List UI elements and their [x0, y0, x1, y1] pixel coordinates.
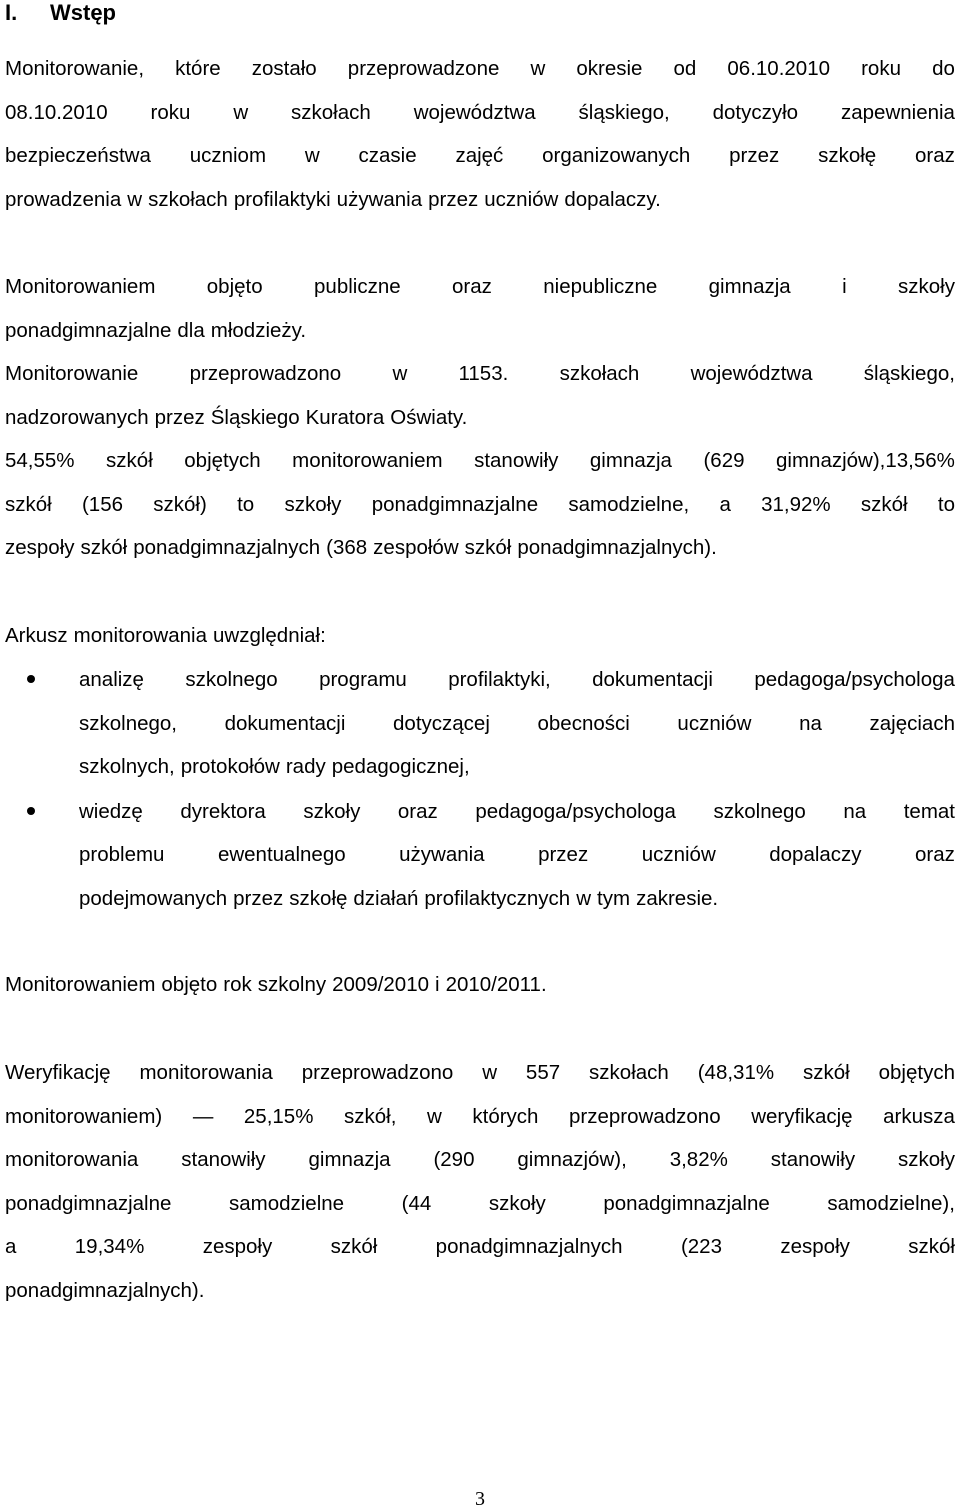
word: uczniów: [484, 187, 559, 211]
word: które: [175, 57, 221, 80]
word: protokołów: [180, 755, 280, 778]
word: monitorowaniem): [5, 1104, 163, 1128]
word: ponadgimnazjalne: [371, 492, 539, 516]
word: ponadgimnazjalne: [5, 1191, 172, 1215]
statistics-paragraph: [5, 439, 955, 570]
word: do: [932, 57, 955, 80]
word: szkół,: [344, 1104, 397, 1128]
word: na: [843, 799, 867, 823]
word: niepubliczne: [543, 275, 658, 298]
word: zajęciach: [869, 711, 955, 735]
word: (368: [326, 536, 368, 559]
word: gimnazja: [308, 1148, 391, 1171]
word: w: [392, 362, 408, 385]
word: przeprowadzone: [347, 57, 500, 80]
word: rok: [223, 973, 252, 996]
word: profilaktyki: [233, 187, 331, 211]
word: szkół: [80, 536, 128, 559]
scope-paragraph: [5, 265, 955, 439]
word: zapewnienia: [840, 100, 955, 124]
word: objęto: [206, 275, 263, 298]
word: okresie: [576, 57, 643, 80]
word: monitorowania: [5, 1148, 139, 1171]
word: roku: [150, 100, 191, 124]
word: Monitorowanie,: [5, 57, 145, 80]
word: których: [472, 1104, 539, 1128]
word: dopalaczy.: [564, 187, 661, 211]
word: roku: [861, 57, 901, 80]
word: młodzieży.: [210, 318, 307, 342]
text-line: [5, 134, 955, 178]
text-line: [79, 833, 955, 877]
word: 2010/2011.: [445, 973, 547, 996]
word: profilaktycznych: [424, 886, 571, 910]
word: monitorowania: [73, 624, 207, 647]
word: szkół: [860, 492, 908, 516]
word: problemu: [79, 843, 165, 866]
text-line: [5, 526, 955, 570]
word: oraz: [452, 275, 492, 298]
word: (629: [703, 449, 745, 472]
word: szkół: [464, 536, 512, 559]
word: Kuratora: [305, 405, 385, 429]
word: zajęć: [455, 144, 504, 167]
text-line: [5, 439, 955, 483]
verification-paragraph: [5, 1051, 955, 1312]
word: samodzielne,: [568, 492, 690, 516]
word: szkolnych,: [79, 755, 175, 778]
word: przez: [233, 886, 284, 910]
word: w: [304, 144, 320, 167]
word: pedagoga/psychologa: [754, 668, 955, 691]
word: profilaktyki,: [448, 668, 551, 691]
sheet-intro-paragraph: [5, 614, 955, 658]
word: województwa: [413, 100, 536, 124]
word: uwzględniał:: [212, 624, 326, 647]
word: i: [435, 973, 440, 996]
word: szkół: [330, 1235, 378, 1258]
word: 3,82%: [669, 1148, 728, 1171]
section-title: Wstęp: [50, 0, 116, 25]
word: zostało: [251, 57, 317, 80]
word: szkół): [153, 492, 207, 516]
word: gimnazja: [708, 275, 791, 298]
word: ponadgimnazjalnych).: [517, 536, 717, 559]
word: szkoły: [284, 492, 342, 516]
list-item: [5, 790, 955, 921]
word: w: [482, 1061, 498, 1084]
word: objętych: [878, 1061, 955, 1084]
word: 19,34%: [74, 1235, 145, 1258]
word: w: [576, 886, 592, 910]
word: Monitorowaniem: [5, 973, 156, 996]
word: szkołę: [289, 886, 348, 910]
word: programu: [319, 668, 407, 691]
word: szkołach: [148, 187, 228, 211]
word: samodzielne),: [827, 1191, 955, 1215]
word: w: [233, 100, 249, 124]
word: przeprowadzono: [301, 1061, 454, 1084]
word: dotyczyło: [712, 100, 799, 124]
word: pedagogicznej,: [331, 755, 470, 778]
word: objętych: [184, 449, 261, 472]
word: (290: [433, 1148, 475, 1171]
list-item: [5, 658, 955, 789]
word: szkołach: [589, 1061, 669, 1084]
word: szkolnego,: [79, 711, 178, 735]
word: dopalaczy: [769, 843, 862, 866]
word: a: [719, 492, 731, 516]
text-line: [79, 702, 955, 746]
word: (223: [680, 1235, 722, 1258]
word: (156: [81, 492, 124, 516]
word: szkół: [802, 1061, 850, 1084]
word: szkoły: [488, 1191, 546, 1215]
word: śląskiego,: [863, 362, 955, 385]
section-heading: [5, 0, 116, 26]
text-line: [5, 963, 955, 1007]
text-line: [5, 309, 955, 353]
text-line: [79, 745, 955, 789]
section-number: I.: [5, 0, 18, 25]
word: Śląskiego: [210, 405, 300, 429]
word: szkolnego: [713, 799, 806, 823]
word: i: [842, 275, 847, 298]
text-line: [5, 1182, 955, 1226]
word: szkołach: [559, 362, 640, 385]
word: wiedzę: [79, 799, 143, 823]
word: zespoły: [780, 1235, 850, 1258]
word: czasie: [358, 144, 417, 167]
word: Oświaty.: [390, 405, 468, 429]
word: używania: [399, 843, 485, 866]
word: zespoły: [202, 1235, 273, 1258]
text-line: [5, 1225, 955, 1269]
word: na: [799, 711, 822, 735]
word: szkołach: [291, 100, 371, 124]
word: to: [937, 492, 955, 516]
word: ponadgimnazjalne: [5, 318, 172, 342]
word: prowadzenia: [5, 187, 122, 211]
word: w: [127, 187, 143, 211]
word: szkołę: [818, 144, 877, 167]
sheet-items-list: [5, 658, 955, 920]
text-line: [5, 352, 955, 396]
word: ponadgimnazjalne: [603, 1191, 770, 1215]
word: gimnazja: [589, 449, 672, 472]
word: szkół: [908, 1235, 955, 1258]
school-year-paragraph: [5, 963, 955, 1007]
word: przez: [729, 144, 780, 167]
word: tym: [597, 886, 631, 910]
word: w: [426, 1104, 442, 1128]
word: szkolnego: [185, 668, 278, 691]
word: szkoły: [898, 275, 955, 298]
word: obecności: [537, 711, 630, 735]
word: temat: [903, 799, 955, 823]
word: dla: [177, 318, 205, 342]
word: Arkusz: [5, 624, 68, 647]
text-line: [5, 178, 955, 222]
word: monitorowania: [139, 1061, 273, 1084]
word: (44: [401, 1191, 432, 1215]
word: analizę: [79, 668, 144, 691]
word: to: [237, 492, 255, 516]
word: oraz: [915, 843, 955, 866]
word: oraz: [397, 799, 438, 823]
word: organizowanych: [542, 144, 691, 167]
word: (48,31%: [697, 1061, 775, 1084]
word: 06.10.2010: [727, 57, 831, 80]
word: rady: [285, 755, 326, 778]
word: działań: [353, 886, 419, 910]
word: dokumentacji: [224, 711, 346, 735]
word: zakresie.: [636, 886, 719, 910]
page-number: 3: [475, 1488, 485, 1510]
word: stanowiły: [770, 1148, 856, 1171]
word: szkoły: [303, 799, 361, 823]
word: używania: [336, 187, 423, 211]
word: objęto: [161, 973, 218, 996]
word: 25,15%: [243, 1104, 314, 1128]
word: przeprowadzono: [569, 1104, 721, 1128]
word: w: [530, 57, 546, 80]
word: gimnazjów),13,56%: [776, 449, 955, 472]
intro-paragraph: [5, 47, 955, 221]
word: a: [5, 1235, 17, 1258]
word: stanowiły: [474, 449, 559, 472]
word: przeprowadzono: [189, 362, 342, 385]
word: ewentualnego: [217, 843, 346, 866]
word: ponadgimnazjalnych: [435, 1235, 623, 1258]
word: dokumentacji: [592, 668, 713, 691]
word: szkoły: [898, 1148, 955, 1171]
word: 557: [525, 1061, 561, 1084]
word: zespoły: [5, 536, 75, 559]
word: publiczne: [314, 275, 401, 298]
word: dyrektora: [180, 799, 266, 823]
word: uczniom: [189, 144, 267, 167]
word: podejmowanych: [79, 886, 228, 910]
word: Monitorowaniem: [5, 275, 156, 298]
word: 31,92%: [761, 492, 831, 516]
text-line: [5, 396, 955, 440]
word: dotyczącej: [393, 711, 490, 735]
word: oraz: [915, 144, 955, 167]
text-line: [79, 877, 955, 921]
word: od: [673, 57, 697, 80]
word: przez: [428, 187, 479, 211]
word: 2009/2010: [332, 973, 430, 996]
text-line: [5, 1138, 955, 1182]
text-line: [5, 265, 955, 309]
text-line: [79, 658, 955, 702]
text-line: [5, 47, 955, 91]
word: —: [192, 1104, 214, 1128]
word: szkolny: [257, 973, 327, 996]
text-line: [5, 1269, 955, 1313]
word: monitorowaniem: [292, 449, 443, 472]
word: uczniów: [641, 843, 716, 866]
text-line: [5, 91, 955, 135]
word: zespołów: [373, 536, 459, 559]
word: Monitorowanie: [5, 362, 139, 385]
word: 1153.: [458, 362, 509, 385]
word: szkół: [5, 492, 52, 516]
word: 54,55%: [5, 449, 75, 472]
word: ponadgimnazjalnych: [133, 536, 321, 559]
bullet-icon: [27, 675, 35, 683]
word: uczniów: [677, 711, 752, 735]
word: województwa: [690, 362, 813, 385]
word: pedagoga/psychologa: [475, 799, 676, 823]
text-line: [5, 1051, 955, 1095]
word: śląskiego,: [578, 100, 670, 124]
text-line: [5, 614, 955, 658]
word: Weryfikację: [5, 1061, 111, 1084]
word: bezpieczeństwa: [5, 144, 151, 167]
word: 08.10.2010: [5, 100, 108, 124]
word: samodzielne: [228, 1191, 345, 1215]
word: przez: [154, 405, 205, 429]
text-line: [5, 483, 955, 527]
word: gimnazjów),: [517, 1148, 627, 1171]
word: arkusza: [883, 1104, 955, 1128]
text-line: [79, 790, 955, 834]
word: weryfikację: [751, 1104, 853, 1128]
word: ponadgimnazjalnych).: [5, 1278, 205, 1302]
word: przez: [538, 843, 589, 866]
word: nadzorowanych: [5, 405, 149, 429]
text-line: [5, 1095, 955, 1139]
bullet-icon: [27, 807, 35, 815]
word: stanowiły: [181, 1148, 266, 1171]
word: szkół: [106, 449, 153, 472]
